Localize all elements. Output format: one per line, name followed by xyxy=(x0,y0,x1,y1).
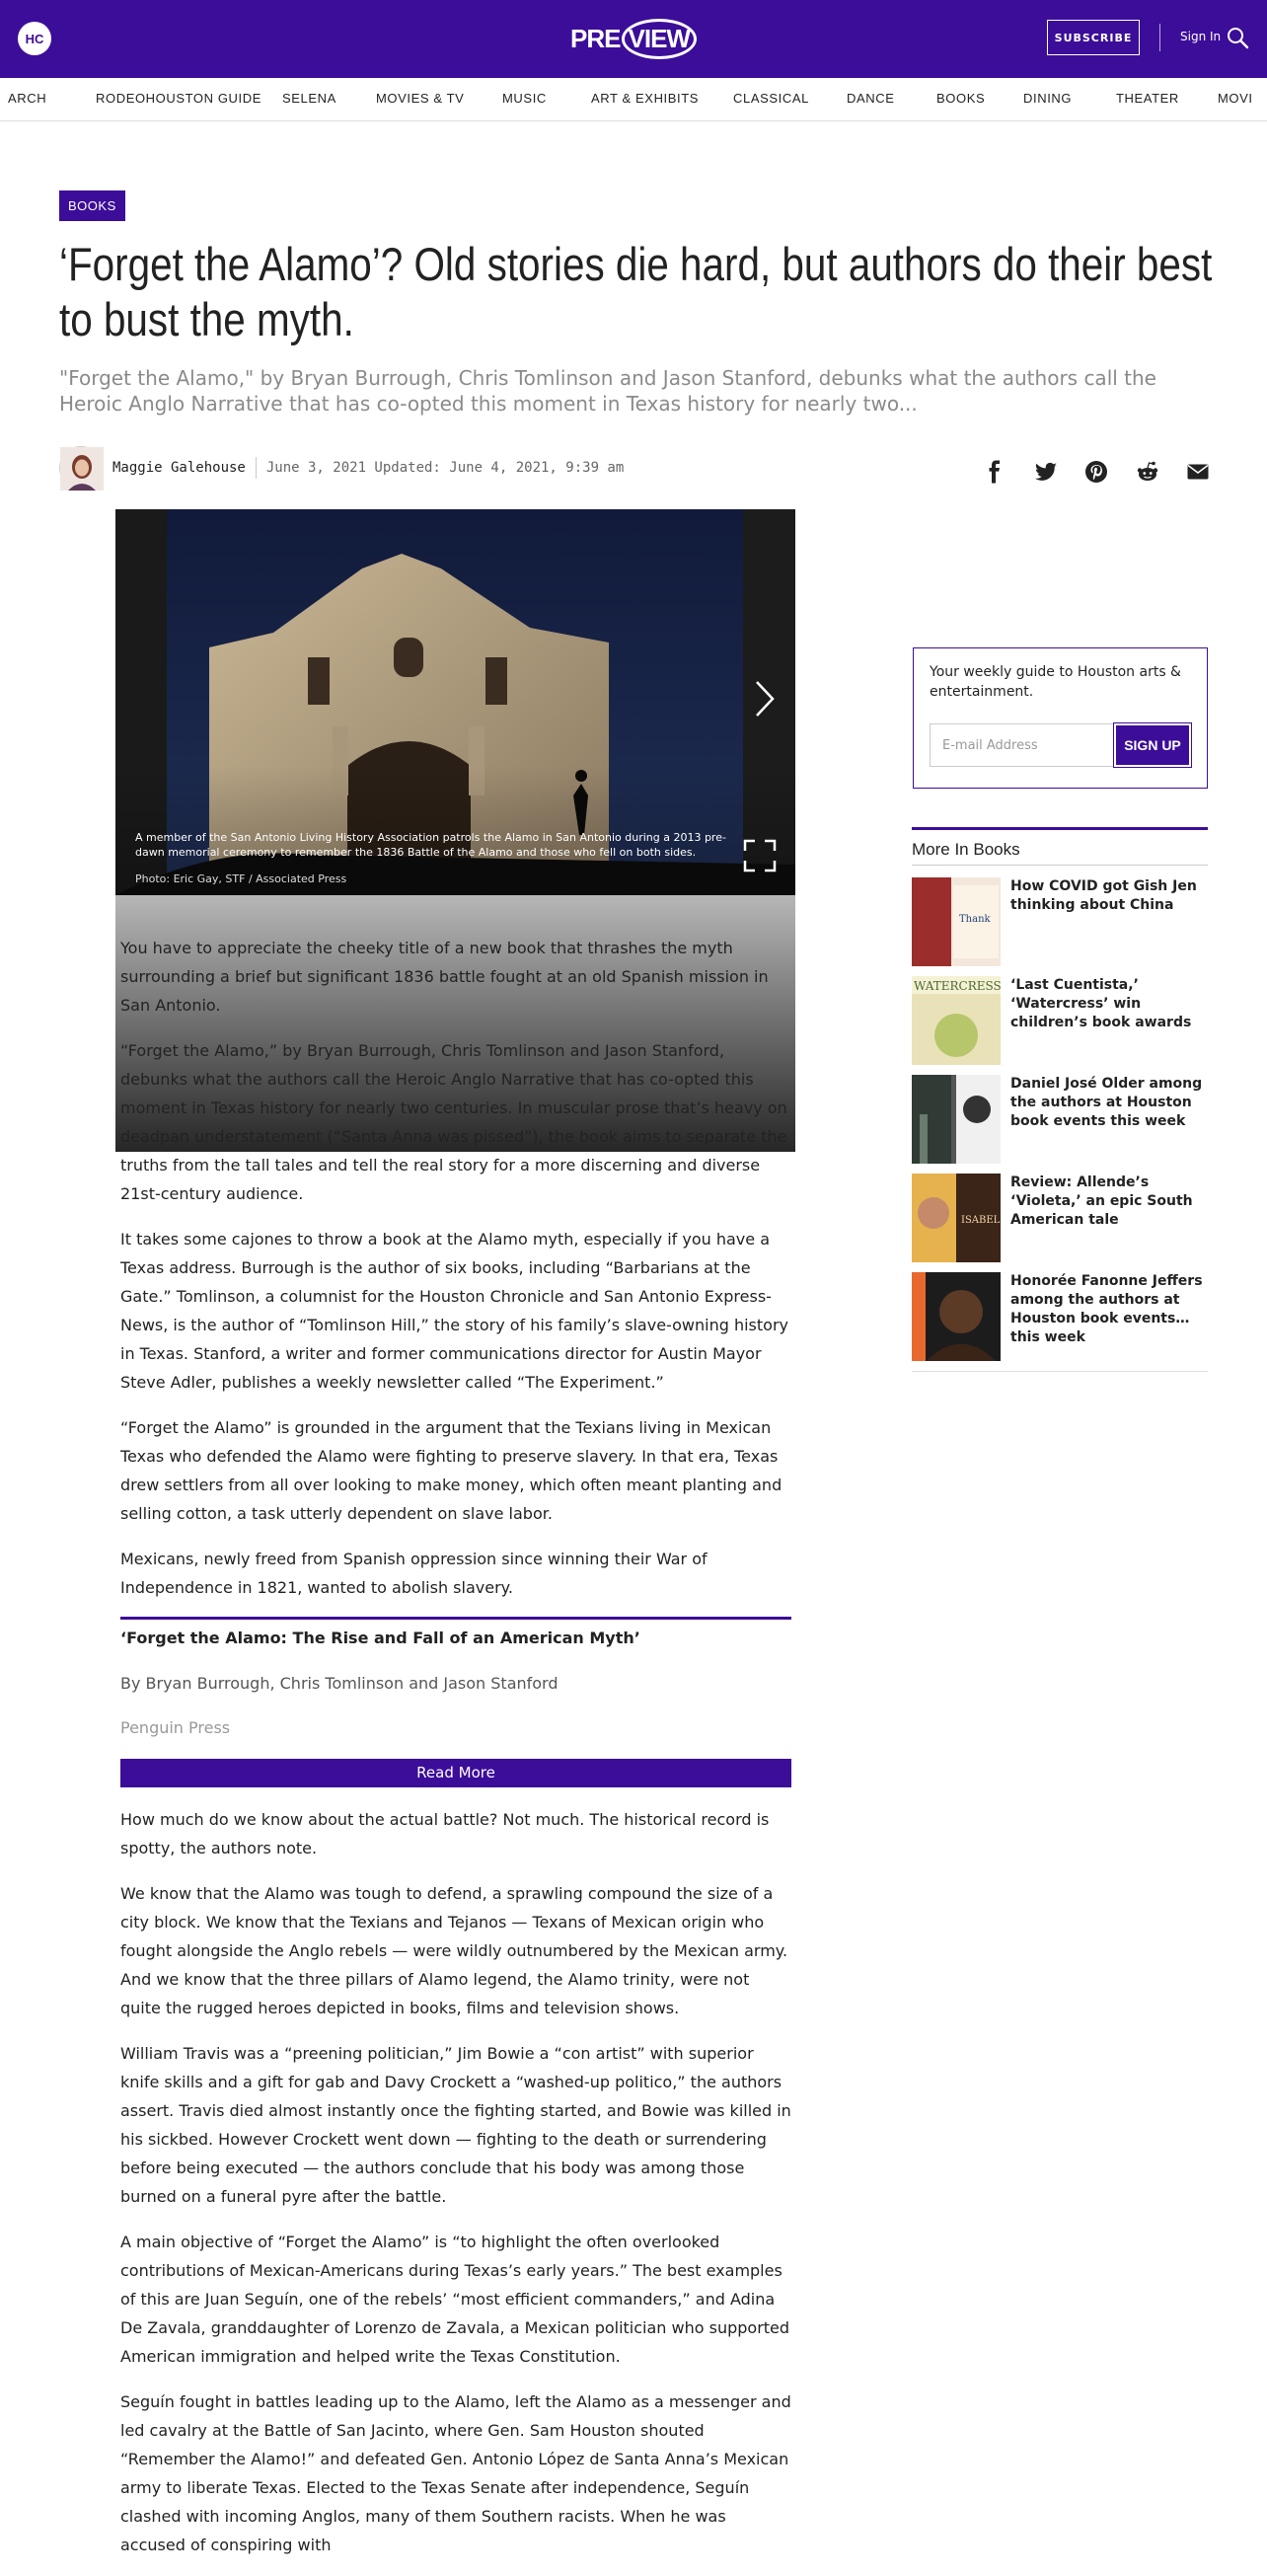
houston-chronicle-logo[interactable]: HC xyxy=(18,22,51,55)
lead-photo[interactable] xyxy=(115,509,795,895)
newsletter-form xyxy=(930,723,1191,767)
story-thumbnail[interactable] xyxy=(912,877,1001,966)
book-publisher: Penguin Press xyxy=(120,1718,231,1737)
byline-divider xyxy=(256,457,257,479)
article-paragraph: William Travis was a “preening politician,” Jim Bowie a “con artist” with superior knife skills and a gift for gab and Davy Crockett a “washed-up politico,” the authors assert. Travis died almost instantly once the fighting started, and Bowie was killed in his sickbed. However Crockett went down — fighting to the death or surrendering before being executed — the authors conclude that his body was among those burned on a funeral pyre after the battle. xyxy=(120,2044,791,2206)
preview-logo[interactable]: PRE VIEW xyxy=(590,12,677,65)
svg-text:Thank: Thank xyxy=(959,914,991,925)
author-name[interactable]: Maggie Galehouse xyxy=(112,460,246,476)
nav-item[interactable]: CLASSICAL xyxy=(733,91,809,106)
story-thumbnail[interactable] xyxy=(912,1272,1001,1361)
email-field[interactable]: E-mail Address xyxy=(930,723,1114,767)
reddit-icon[interactable] xyxy=(1136,460,1159,484)
svg-text:ISABEL: ISABEL xyxy=(961,1215,1001,1226)
header-divider xyxy=(1159,24,1160,51)
category-badge[interactable]: BOOKS xyxy=(59,190,125,221)
top-header-bar xyxy=(0,0,1267,78)
read-more-button[interactable]: Read More xyxy=(120,1759,791,1787)
sign-up-button[interactable]: SIGN UP xyxy=(1114,723,1191,767)
pinterest-icon[interactable] xyxy=(1084,460,1108,484)
article-paragraph: Seguín fought in battles leading up to the Alamo, left the Alamo as a messenger and led cavalry at the Battle of San Jacinto, where Gen. Sam Houston shouted “Remember the Alamo!” and defeated Gen. Antonio López de Santa Anna’s Mexican army to liberate Texas. Elected to the Texas Senate after independence, Seguín clashed with incoming Anglos, many of them Southern racists. When he was accused of conspiring with xyxy=(120,2392,791,2554)
nav-item[interactable]: MOVI xyxy=(1218,91,1253,106)
byline xyxy=(59,446,624,490)
email-icon[interactable] xyxy=(1186,460,1210,484)
photo-credit: Photo: Eric Gay, STF / Associated Press xyxy=(135,872,347,885)
nav-item[interactable]: SELENA xyxy=(282,91,336,106)
publish-dates: June 3, 2021 Updated: June 4, 2021, 9:39 am xyxy=(265,460,625,476)
book-authors: By Bryan Burrough, Chris Tomlinson and Jason Stanford xyxy=(120,1674,559,1693)
nav-item[interactable]: BOOKS xyxy=(936,91,986,106)
more-divider xyxy=(912,1371,1208,1372)
article-title: ‘Forget the Alamo’? Old stories die hard, but authors do their best to bust the myth. xyxy=(59,238,1213,345)
body-paragraphs-before xyxy=(120,934,791,1602)
story-thumbnail[interactable] xyxy=(912,1075,1001,1164)
newsletter-signup xyxy=(913,647,1208,789)
article-deck: "Forget the Alamo," by Bryan Burrough, Chris Tomlinson and Jason Stanford, debunks what the authors call the Heroic Anglo Narrative that has co-opted this moment in Texas history for nearly two... xyxy=(59,366,1156,416)
book-info-box xyxy=(120,1617,791,1742)
search-icon[interactable] xyxy=(1226,26,1249,49)
facebook-icon[interactable] xyxy=(983,460,1006,484)
article-paragraph: We know that the Alamo was tough to defend, a sprawling compound the size of a city block. We know that the Texians and Tejanos — Texans of Mexican origin who fought alongside the Anglo rebels — were wildly outnumbered by the Mexican army. And we know that the three pillars of Alamo legend, the Alamo trinity, were not quite the rugged heroes depicted in books, films and television shows. xyxy=(120,1884,788,2017)
article-paragraph: Mexicans, newly freed from Spanish oppression since winning their War of Independence in 1821, wanted to abolish slavery. xyxy=(120,1550,708,1597)
newsletter-text: Your weekly guide to Houston arts & entertainment. xyxy=(930,664,1181,700)
more-list-item[interactable] xyxy=(912,1075,1208,1164)
photo-caption: A member of the San Antonio Living History Association patrols the Alamo in San Antonio during a 2013 pre-dawn memorial ceremony to remember the 1836 Battle of the Alamo and those who fell on both sides. xyxy=(135,831,726,859)
more-in-books xyxy=(912,827,1208,1372)
nav-item[interactable]: DANCE xyxy=(847,91,895,106)
story-link[interactable]: Honorée Fanonne Jeffers among the authors at Houston book events this week xyxy=(1010,1273,1203,1345)
more-list-item[interactable] xyxy=(912,1272,1208,1361)
more-list-item[interactable] xyxy=(912,976,1208,1065)
nav-item[interactable]: MOVIES & TV xyxy=(376,91,465,106)
twitter-icon[interactable] xyxy=(1034,460,1058,484)
sign-in-link[interactable]: Sign In xyxy=(1180,30,1222,43)
article-paragraph: How much do we know about the actual battle? Not much. The historical record is spotty, the authors note. xyxy=(120,1810,770,1857)
more-heading: More In Books xyxy=(912,840,1020,859)
subscribe-button[interactable]: SUBSCRIBE xyxy=(1047,20,1140,55)
body-paragraphs-after xyxy=(120,1805,791,2559)
story-link[interactable]: How COVID got Gish Jen thinking about China xyxy=(1010,878,1197,913)
story-link[interactable]: Review: Allende’s ‘Violeta,’ an epic South American tale xyxy=(1010,1174,1193,1228)
nav-item[interactable]: MUSIC xyxy=(502,91,547,106)
story-thumbnail[interactable] xyxy=(912,1174,1001,1262)
more-list-item[interactable] xyxy=(912,1174,1208,1262)
svg-text:WATERCRESS: WATERCRESS xyxy=(914,979,1002,993)
story-link[interactable]: Daniel José Older among the authors at Houston book events this week xyxy=(1010,1076,1203,1129)
article-paragraph: “Forget the Alamo” is grounded in the argument that the Texians living in Mexican Texas who defended the Alamo were fighting to preserve slavery. In that era, Texas drew settlers from all over looking to make money, which often meant planting and selling cotton, a task utterly dependent on slave labor. xyxy=(120,1418,783,1523)
share-bar xyxy=(983,456,1210,488)
author-avatar[interactable] xyxy=(59,446,103,490)
article-body xyxy=(120,934,791,2576)
book-title: ‘Forget the Alamo: The Rise and Fall of an American Myth’ xyxy=(120,1629,640,1647)
nav-item[interactable]: THEATER xyxy=(1116,91,1179,106)
nav-item[interactable]: ART & EXHIBITS xyxy=(591,91,700,106)
article-paragraph: “Forget the Alamo,” by Bryan Burrough, Chris Tomlinson and Jason Stanford, debunks what the authors call the Heroic Anglo Narrative that has co-opted this moment in Texas history for nearly two centuries. In muscular prose that’s heavy on deadpan understatement (“Santa Anna was pissed”), the book aims to separate the truths from the tall tales and tell the real story for a more discerning and diverse 21st-century audience. xyxy=(120,1041,787,1203)
more-list-item[interactable] xyxy=(912,877,1208,966)
story-thumbnail[interactable] xyxy=(912,976,1001,1065)
story-link[interactable]: ‘Last Cuentista,’ ‘Watercress’ win children’s book awards xyxy=(1010,977,1192,1030)
nav-item[interactable]: DINING xyxy=(1023,91,1073,106)
article-paragraph: It takes some cajones to throw a book at the Alamo myth, especially if you have a Texas address. Burrough is the author of six books, including “Barbarians at the Gate.” Tomlinson, a columnist for the Houston Chronicle and San Antonio Express-News, is the author of “Tomlinson Hill,” the story of his family’s slave-owning history in Texas. Stanford, a writer and former communications director for Austin Mayor Steve Adler, publishes a weekly newsletter called “The Experiment.” xyxy=(120,1230,788,1392)
section-nav xyxy=(0,78,1267,121)
more-list xyxy=(912,865,1208,1361)
article-paragraph: A main objective of “Forget the Alamo” is “to highlight the often overlooked contributions of Mexican-Americans during Texas’s early years.” The best examples of this are Juan Seguín, one of the rebels’ “most efficient commanders,” and Adina De Zavala, granddaughter of Lorenzo de Zavala, a Mexican politician who supported American immigration and helped write the Texas Constitution. xyxy=(120,2233,790,2366)
nav-item[interactable]: RODEOHOUSTON GUIDE xyxy=(96,91,262,106)
article-paragraph: You have to appreciate the cheeky title of a new book that thrashes the myth surrounding a brief but significant 1836 battle fought at an old Spanish mission in San Antonio. xyxy=(120,939,769,1015)
nav-item[interactable]: ARCH xyxy=(8,91,47,106)
